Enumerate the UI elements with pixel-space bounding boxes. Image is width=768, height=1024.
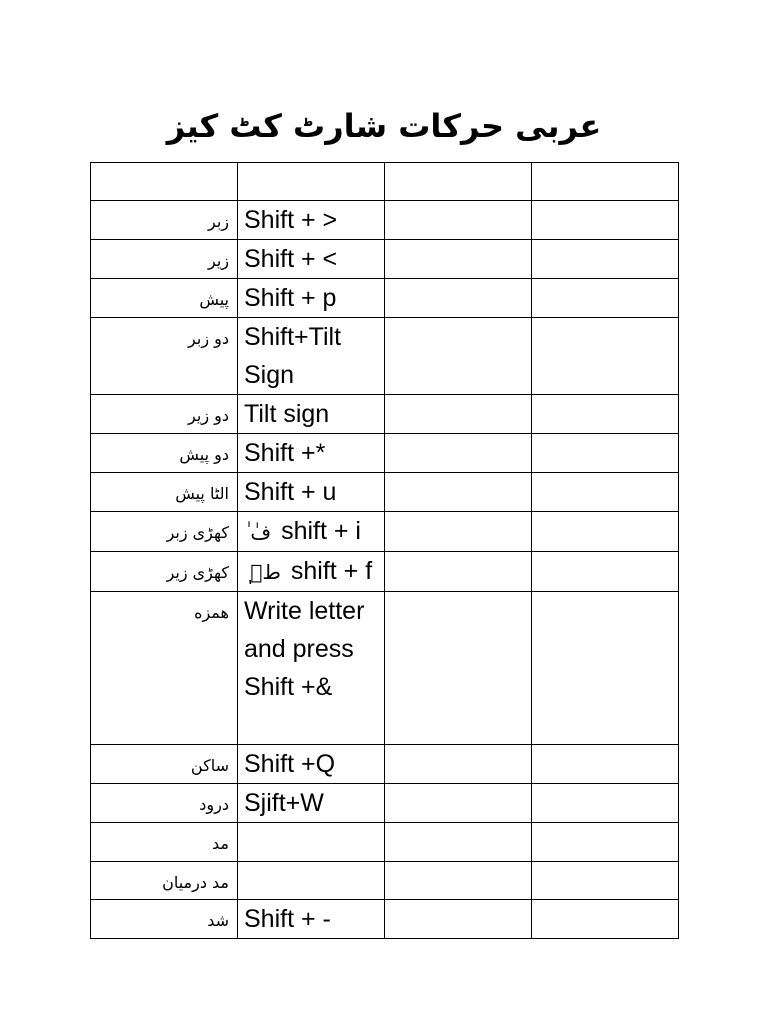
empty-cell [385, 240, 532, 279]
empty-cell [385, 395, 532, 434]
empty-cell [532, 434, 679, 473]
shortcut-cell [238, 434, 385, 473]
shortcut-keys: Shift +Q [244, 750, 336, 778]
shortcut-cell [238, 900, 385, 939]
table-row [91, 552, 679, 592]
empty-cell [385, 862, 532, 900]
empty-cell [532, 512, 679, 552]
empty-cell [385, 900, 532, 939]
table-row [91, 745, 679, 784]
shortcut-keys: Shift + p [244, 284, 337, 312]
empty-cell [532, 240, 679, 279]
shortcut-keys: Sjift+W [244, 789, 324, 817]
empty-cell [532, 552, 679, 592]
empty-cell [385, 201, 532, 240]
harakat-name-cell: مد [91, 823, 238, 862]
empty-cell [532, 318, 679, 395]
empty-cell [385, 745, 532, 784]
harakat-name-cell: شد [91, 900, 238, 939]
empty-cell [532, 163, 679, 201]
shortcut-cell [238, 745, 385, 784]
harakat-name-cell: درود [91, 784, 238, 823]
table-row [91, 823, 679, 862]
shortcut-cell [238, 279, 385, 318]
empty-cell [532, 395, 679, 434]
shortcut-keys: Shift+Tilt Sign [244, 323, 342, 389]
table-row [91, 318, 679, 395]
table-row [91, 240, 679, 279]
table-row [91, 395, 679, 434]
table-row [91, 862, 679, 900]
shortcut-cell [238, 318, 385, 395]
empty-cell [532, 201, 679, 240]
harakat-name-cell: دو زبر [91, 318, 238, 395]
shortcut-cell [238, 552, 385, 592]
empty-cell [532, 473, 679, 512]
empty-cell [532, 862, 679, 900]
empty-cell [385, 512, 532, 552]
empty-cell [532, 784, 679, 823]
shortcut-keys: Shift + - [244, 905, 331, 933]
shortcut-cell [238, 823, 385, 862]
harakat-name-cell: دو پیش [91, 434, 238, 473]
empty-cell [532, 745, 679, 784]
shortcut-cell [238, 201, 385, 240]
table-row [91, 473, 679, 512]
table-row [91, 434, 679, 473]
empty-cell [532, 279, 679, 318]
empty-cell [532, 592, 679, 745]
shortcut-keys: shift + f [290, 557, 373, 585]
empty-cell [385, 318, 532, 395]
empty-cell [385, 163, 532, 201]
harakat-name-cell: دو زیر [91, 395, 238, 434]
empty-cell [385, 784, 532, 823]
diacritic-sample: ٰ فٰ [244, 520, 272, 544]
shortcut-keys: Shift +* [244, 439, 326, 467]
table-row [91, 512, 679, 552]
shortcut-cell [238, 240, 385, 279]
shortcut-cell [238, 512, 385, 552]
shortcut-cell [238, 163, 385, 201]
shortcut-cell [238, 473, 385, 512]
table-row [91, 900, 679, 939]
empty-cell [385, 592, 532, 745]
harakat-name-cell [91, 163, 238, 201]
harakat-name-cell: همزه [91, 592, 238, 745]
diacritic-sample: ٖ طٖ [244, 560, 281, 584]
table-row [91, 163, 679, 201]
empty-cell [532, 900, 679, 939]
empty-cell [385, 279, 532, 318]
harakat-name-cell: زیر [91, 240, 238, 279]
shortcut-table-body [91, 163, 679, 939]
shortcut-table [90, 162, 679, 939]
harakat-name-cell: زبر [91, 201, 238, 240]
shortcut-cell [238, 395, 385, 434]
document-title: عربی حرکات شارٹ کٹ کیز [166, 107, 602, 145]
shortcut-cell [238, 862, 385, 900]
shortcut-cell [238, 592, 385, 745]
table-row [91, 784, 679, 823]
shortcut-keys: Tilt sign [244, 400, 330, 428]
empty-cell [385, 434, 532, 473]
harakat-name-cell: پیش [91, 279, 238, 318]
harakat-name-cell: کھڑی زبر [91, 512, 238, 552]
empty-cell [385, 552, 532, 592]
harakat-name-cell: مد درمیان [91, 862, 238, 900]
empty-cell [532, 823, 679, 862]
table-row [91, 592, 679, 745]
shortcut-keys: Shift + > [244, 206, 338, 234]
shortcut-keys: Write letter and press Shift +& [244, 597, 365, 701]
table-row [91, 201, 679, 240]
harakat-name-cell: ساکن [91, 745, 238, 784]
empty-cell [385, 823, 532, 862]
shortcut-keys: Shift + < [244, 245, 338, 273]
empty-cell [385, 473, 532, 512]
table-row [91, 279, 679, 318]
harakat-name-cell: کھڑی زیر [91, 552, 238, 592]
shortcut-keys: shift + i [281, 517, 361, 545]
harakat-name-cell: الٹا پیش [91, 473, 238, 512]
shortcut-keys: Shift + u [244, 478, 337, 506]
shortcut-cell [238, 784, 385, 823]
